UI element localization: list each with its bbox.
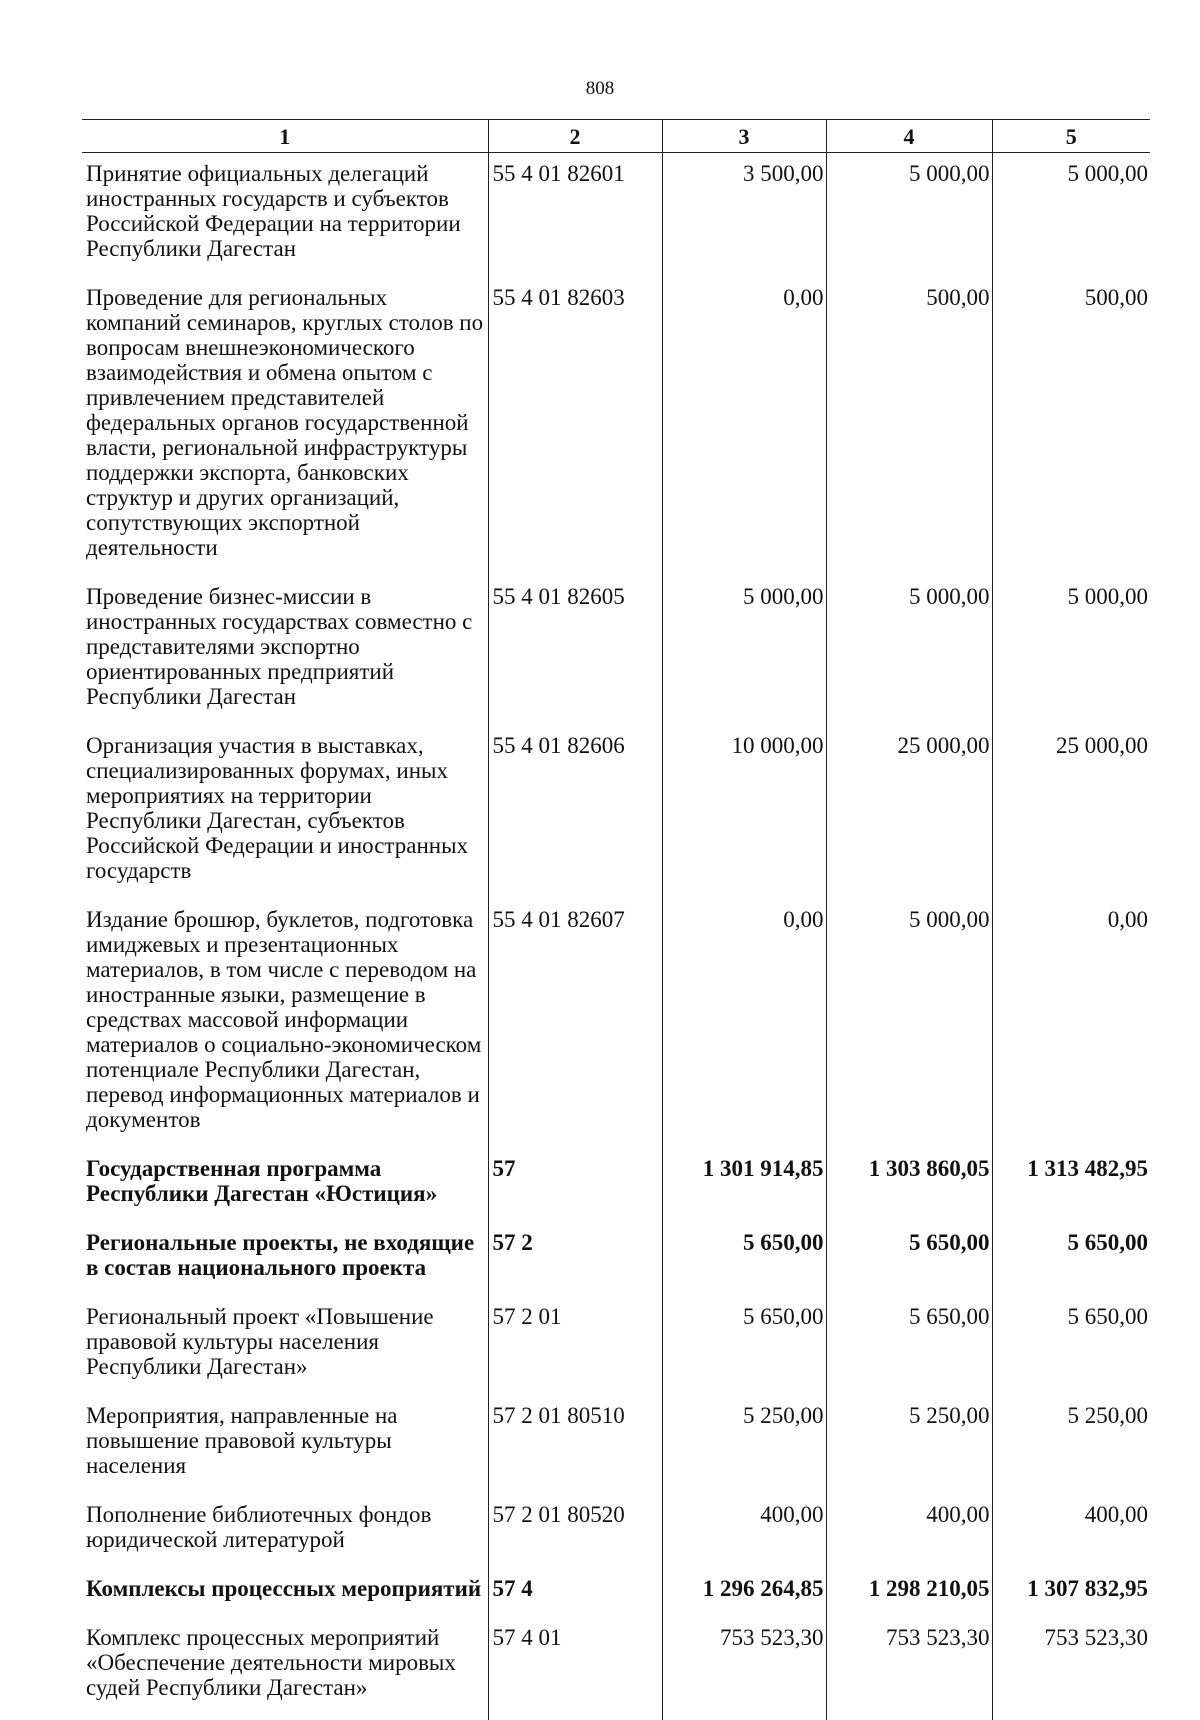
row-value-3: 5 250,00 <box>662 1393 826 1492</box>
row-value-4: 400,00 <box>826 1492 992 1566</box>
row-value-4: 753 523,30 <box>826 1615 992 1720</box>
row-code: 57 2 <box>488 1220 662 1294</box>
row-value-5: 1 313 482,95 <box>992 1146 1150 1220</box>
row-value-4: 5 000,00 <box>826 897 992 1146</box>
row-value-5: 25 000,00 <box>992 723 1150 897</box>
row-value-4: 5 650,00 <box>826 1220 992 1294</box>
row-name: Организация участия в выставках, специализированных форумах, иных мероприятиях на территории Республики Дагестан, субъектов Российской Федерации и иностранных государств <box>86 733 469 883</box>
column-header-3: 3 <box>662 120 826 153</box>
row-value-5: 1 307 832,95 <box>992 1566 1150 1615</box>
row-code: 57 4 01 <box>488 1615 662 1720</box>
row-code: 55 4 01 82601 <box>488 153 662 276</box>
row-value-3: 3 500,00 <box>662 153 826 276</box>
row-value-3: 1 296 264,85 <box>662 1566 826 1615</box>
row-name: Комплексы процессных мероприятий <box>86 1576 482 1601</box>
table-row <box>82 723 1150 897</box>
row-value-4: 1 303 860,05 <box>826 1146 992 1220</box>
row-value-3: 10 000,00 <box>662 723 826 897</box>
row-value-3: 1 301 914,85 <box>662 1146 826 1220</box>
column-header-4: 4 <box>826 120 992 153</box>
row-value-4: 25 000,00 <box>826 723 992 897</box>
row-value-4: 5 250,00 <box>826 1393 992 1492</box>
table-row <box>82 1294 1150 1393</box>
row-name: Региональный проект «Повышение правовой культуры населения Республики Дагестан» <box>86 1304 434 1379</box>
row-name: Государственная программа Республики Дагестан «Юстиция» <box>86 1156 438 1206</box>
table-row <box>82 275 1150 574</box>
table-row <box>82 1146 1150 1220</box>
table-row <box>82 1492 1150 1566</box>
row-code: 57 2 01 80520 <box>488 1492 662 1566</box>
row-code: 57 <box>488 1146 662 1220</box>
row-value-4: 5 000,00 <box>826 574 992 723</box>
row-value-3: 0,00 <box>662 275 826 574</box>
row-name: Пополнение библиотечных фондов юридической литературой <box>86 1502 432 1552</box>
table-row <box>82 897 1150 1146</box>
row-code: 55 4 01 82607 <box>488 897 662 1146</box>
table-row <box>82 1566 1150 1615</box>
row-code: 55 4 01 82606 <box>488 723 662 897</box>
row-value-5: 753 523,30 <box>992 1615 1150 1720</box>
row-name: Мероприятия, направленные на повышение правовой культуры населения <box>86 1403 398 1478</box>
row-value-5: 5 000,00 <box>992 153 1150 276</box>
row-code: 57 2 01 80510 <box>488 1393 662 1492</box>
row-value-5: 5 650,00 <box>992 1294 1150 1393</box>
row-value-5: 0,00 <box>992 897 1150 1146</box>
row-value-3: 5 650,00 <box>662 1220 826 1294</box>
row-code: 57 2 01 <box>488 1294 662 1393</box>
row-value-5: 5 650,00 <box>992 1220 1150 1294</box>
row-code: 55 4 01 82603 <box>488 275 662 574</box>
table-row <box>82 1220 1150 1294</box>
row-value-4: 1 298 210,05 <box>826 1566 992 1615</box>
table-row <box>82 1615 1150 1720</box>
row-code: 57 4 <box>488 1566 662 1615</box>
row-value-5: 5 000,00 <box>992 574 1150 723</box>
table-row <box>82 153 1150 276</box>
page-number: 808 <box>585 78 615 99</box>
column-header-5: 5 <box>992 120 1150 153</box>
row-value-5: 400,00 <box>992 1492 1150 1566</box>
row-value-5: 500,00 <box>992 275 1150 574</box>
row-value-3: 0,00 <box>662 897 826 1146</box>
row-name: Издание брошюр, буклетов, подготовка имиджевых и презентационных материалов, в том числе с переводом на иностранные языки, размещение в средствах массовой информации материалов о социально-экономическом потенциале Республики Дагестан, перевод информационных материалов и документов <box>86 907 482 1132</box>
row-name: Региональные проекты, не входящие в состав национального проекта <box>86 1230 475 1280</box>
column-header-2: 2 <box>488 120 662 153</box>
row-name: Проведение для региональных компаний семинаров, круглых столов по вопросам внешнеэкономического взаимодействия и обмена опытом с привлечением представителей федеральных органов государственной власти, региональной инфраструктуры поддержки экспорта, банковских структур и других организаций, сопутствующих экспортной деятельности <box>86 285 484 560</box>
budget-table <box>82 119 1150 1720</box>
column-header-1: 1 <box>82 120 488 153</box>
row-value-3: 5 000,00 <box>662 574 826 723</box>
row-value-5: 5 250,00 <box>992 1393 1150 1492</box>
row-name: Комплекс процессных мероприятий «Обеспечение деятельности мировых судей Республики Дагестан» <box>86 1625 456 1700</box>
table-header-row <box>82 120 1150 153</box>
table-row <box>82 1393 1150 1492</box>
row-code: 55 4 01 82605 <box>488 574 662 723</box>
table-row <box>82 574 1150 723</box>
row-name: Принятие официальных делегаций иностранных государств и субъектов Российской Федерации на территории Республики Дагестан <box>86 161 461 261</box>
row-value-4: 500,00 <box>826 275 992 574</box>
row-value-3: 753 523,30 <box>662 1615 826 1720</box>
row-value-4: 5 650,00 <box>826 1294 992 1393</box>
row-value-4: 5 000,00 <box>826 153 992 276</box>
row-value-3: 400,00 <box>662 1492 826 1566</box>
row-name: Проведение бизнес-миссии в иностранных государствах совместно с представителями экспортно ориентированных предприятий Республики Дагестан <box>86 584 473 709</box>
row-value-3: 5 650,00 <box>662 1294 826 1393</box>
